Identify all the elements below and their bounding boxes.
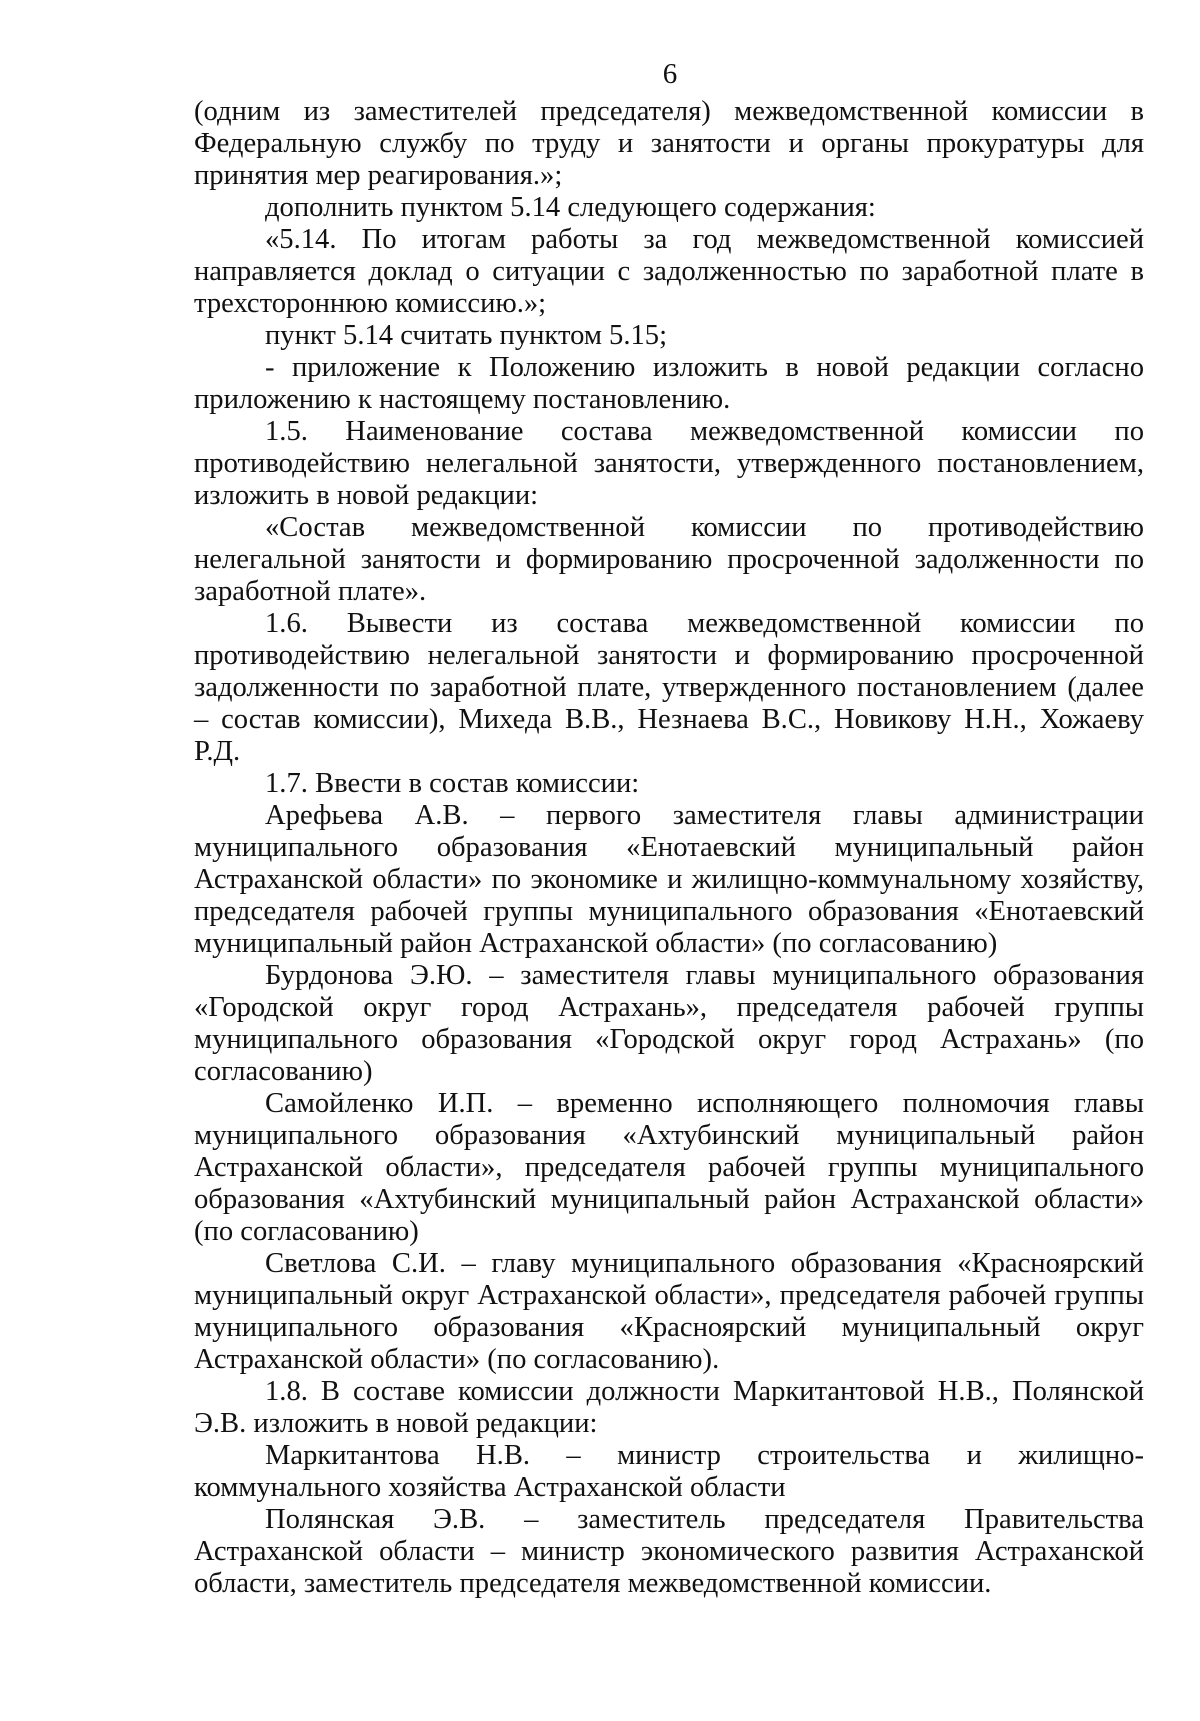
paragraph-6: 1.5. Наименование состава межведомственной комиссии по противодействию нелегальной занятости, утвержденного постановлением, изложить в новой редакции: [194,416,1144,511]
paragraph-15: Маркитантова Н.В. – министр строительства и жилищно-коммунального хозяйства Астраханской области [194,1440,1144,1503]
paragraph-13: Светлова С.И. – главу муниципального образования «Красноярский муниципальный округ Астраханской области», председателя рабочей группы муниципального образования «Красноярский муниципальный округ Астраханской области» (по согласованию). [194,1248,1144,1375]
paragraph-5: - приложение к Положению изложить в новой редакции согласно приложению к настоящему постановлению. [194,352,1144,415]
paragraph-2: дополнить пунктом 5.14 следующего содержания: [265,192,876,223]
paragraph-11: Бурдонова Э.Ю. – заместителя главы муниципального образования «Городской округ город Астрахань», председателя рабочей группы муниципального образования «Городской округ город Астрахань» (по согласованию) [194,960,1144,1087]
paragraph-9: 1.7. Ввести в состав комиссии: [265,768,640,799]
paragraph-8: 1.6. Вывести из состава межведомственной комиссии по противодействию нелегальной занятости и формированию просроченной задолженности по заработной плате, утвержденного постановлением (далее – состав комиссии), Михеда В.В., Незнаева В.С., Новикову Н.Н., Хожаеву Р.Д. [194,608,1144,767]
paragraph-1: (одним из заместителей председателя) межведомственной комиссии в Федеральную службу по труду и занятости и органы прокуратуры для принятия мер реагирования.»; [194,96,1144,191]
paragraph-16: Полянская Э.В. – заместитель председателя Правительства Астраханской области – министр экономического развития Астраханской области, заместитель председателя межведомственной комиссии. [194,1504,1144,1599]
document-body [194,96,1144,1600]
paragraph-12: Самойленко И.П. – временно исполняющего полномочия главы муниципального образования «Ахтубинский муниципальный район Астраханской области», председателя рабочей группы муниципального образования «Ахтубинский муниципальный район Астраханской области» (по согласованию) [194,1088,1144,1247]
paragraph-7: «Состав межведомственной комиссии по противодействию нелегальной занятости и формированию просроченной задолженности по заработной плате». [194,512,1144,607]
paragraph-14: 1.8. В составе комиссии должности Маркитантовой Н.В., Полянской Э.В. изложить в новой редакции: [194,1376,1144,1439]
page-number: 6 [662,58,678,90]
paragraph-4: пункт 5.14 считать пунктом 5.15; [265,320,668,351]
paragraph-10: Арефьева А.В. – первого заместителя главы администрации муниципального образования «Енотаевский муниципальный район Астраханской области» по экономике и жилищно-коммунальному хозяйству, председателя рабочей группы муниципального образования «Енотаевский муниципальный район Астраханской области» (по согласованию) [194,800,1144,959]
paragraph-3: «5.14. По итогам работы за год межведомственной комиссией направляется доклад о ситуации с задолженностью по заработной плате в трехстороннюю комиссию.»; [194,224,1144,319]
